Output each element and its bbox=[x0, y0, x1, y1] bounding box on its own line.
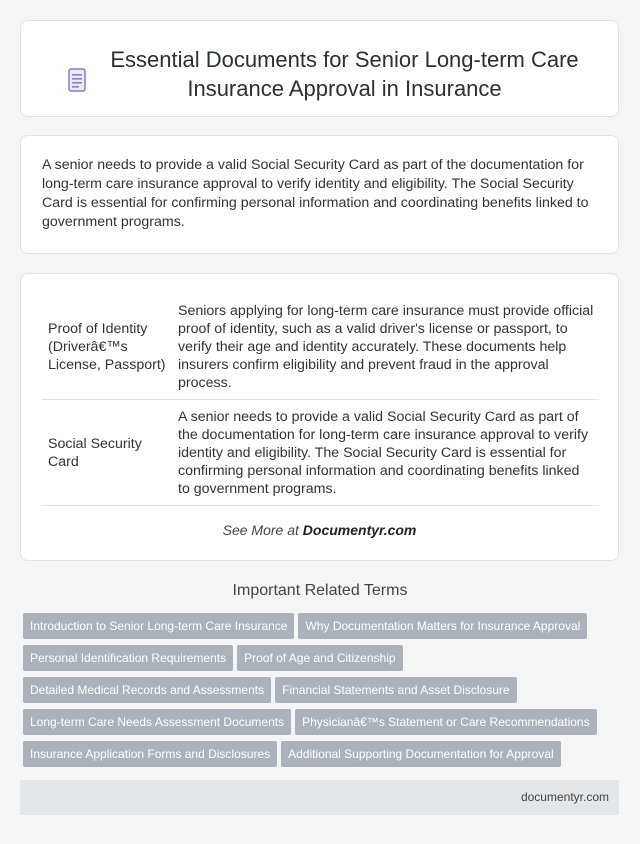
tag-row bbox=[23, 741, 603, 773]
document-name: Proof of Identity (Driverâ€™s License, Passport) bbox=[42, 294, 176, 400]
tag-row bbox=[23, 645, 603, 677]
related-terms-list bbox=[23, 613, 603, 773]
tag-row bbox=[23, 709, 603, 741]
related-term-tag[interactable]: Detailed Medical Records and Assessments bbox=[23, 677, 271, 703]
footer-bar bbox=[20, 780, 619, 815]
related-term-tag[interactable]: Proof of Age and Citizenship bbox=[237, 645, 402, 671]
table-row bbox=[42, 294, 599, 400]
see-more-line bbox=[21, 522, 618, 538]
document-description: Seniors applying for long-term care insurance must provide official proof of identity, such as a valid driver's license or passport, to verify their age and identity accurately. These documents help insurers confirm eligibility and prevent fraud in the approval process. bbox=[176, 294, 599, 400]
tag-row bbox=[23, 613, 603, 645]
related-term-tag[interactable]: Financial Statements and Asset Disclosure bbox=[275, 677, 516, 703]
page-title: Essential Documents for Senior Long-term Care Insurance Approval in Insurance bbox=[110, 47, 579, 101]
see-more-prefix: See More at bbox=[222, 522, 303, 538]
related-term-tag[interactable]: Why Documentation Matters for Insurance Approval bbox=[298, 613, 587, 639]
related-term-tag[interactable]: Introduction to Senior Long-term Care Insurance bbox=[23, 613, 294, 639]
footer-site-link[interactable]: documentyr.com bbox=[520, 790, 609, 804]
related-term-tag[interactable]: Physicianâ€™s Statement or Care Recommendations bbox=[295, 709, 596, 735]
documents-table bbox=[42, 294, 599, 506]
intro-paragraph: A senior needs to provide a valid Social Security Card as part of the documentation for long-term care insurance approval to verify identity and eligibility. The Social Security Card is essential for confirming personal information and coordinating benefits linked to government programs. bbox=[42, 157, 589, 230]
related-term-tag[interactable]: Personal Identification Requirements bbox=[23, 645, 233, 671]
related-term-tag[interactable]: Additional Supporting Documentation for Approval bbox=[281, 741, 561, 767]
documents-card bbox=[20, 273, 619, 561]
related-terms-heading: Important Related Terms bbox=[232, 582, 408, 599]
related-term-tag[interactable]: Insurance Application Forms and Disclosures bbox=[23, 741, 277, 767]
tag-row bbox=[23, 677, 603, 709]
related-term-tag[interactable]: Long-term Care Needs Assessment Documents bbox=[23, 709, 291, 735]
document-name: Social Security Card bbox=[42, 400, 176, 506]
document-description: A senior needs to provide a valid Social Security Card as part of the documentation for long-term care insurance approval to verify identity and eligibility. The Social Security Card is essential for confirming personal information and coordinating benefits linked to government programs. bbox=[176, 400, 599, 506]
title-card bbox=[20, 20, 619, 117]
intro-card bbox=[20, 135, 619, 254]
see-more-link[interactable]: Documentyr.com bbox=[302, 522, 417, 538]
table-row bbox=[42, 400, 599, 506]
